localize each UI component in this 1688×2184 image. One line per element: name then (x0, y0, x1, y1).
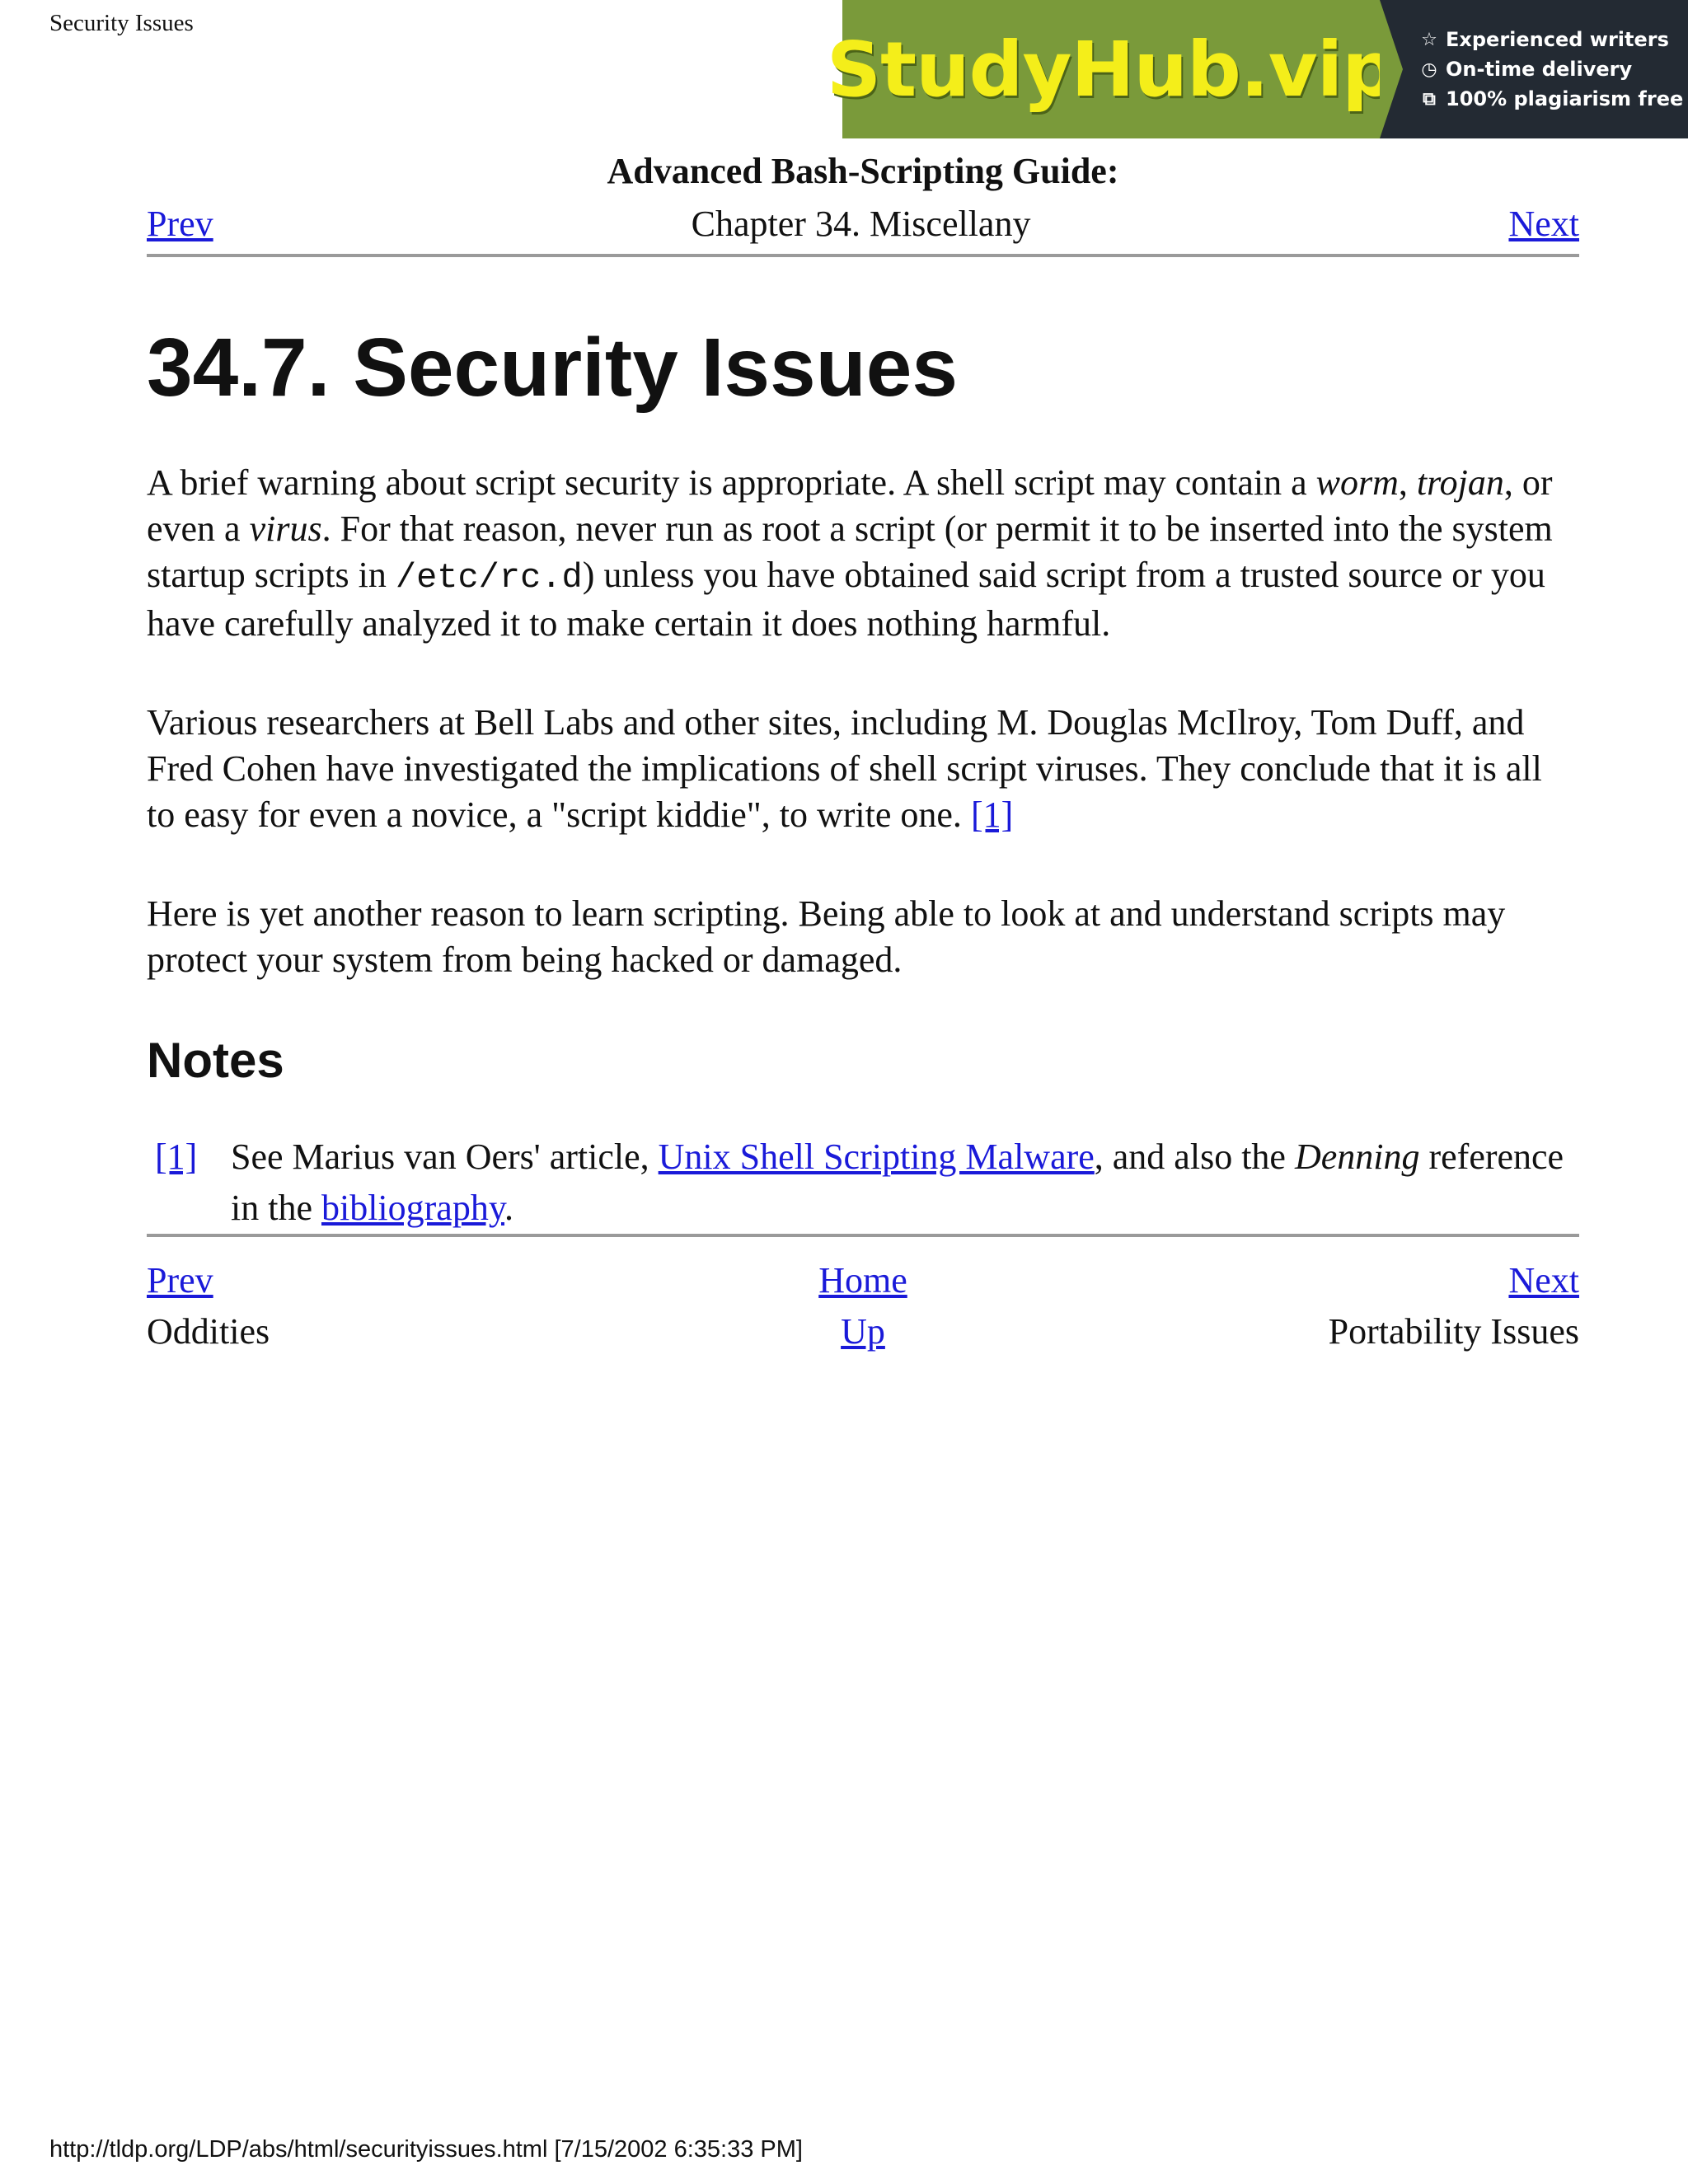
footer-navigation (147, 1255, 1579, 1357)
emphasis-virus: virus (249, 509, 322, 549)
emphasis-trojan: trojan (1416, 462, 1504, 503)
text-run: . For that reason, never run as root a script (or permit it to be inserted into the system startup scripts in (147, 509, 1553, 595)
star-icon: ☆ (1421, 29, 1437, 50)
chapter-title: Chapter 34. Miscellany (691, 204, 1031, 244)
paragraph-reason: Here is yet another reason to learn scripting. Being able to look at and understand scripts may protect your system from being hacked or damaged. (147, 893, 1506, 980)
clock-icon: ◷ (1421, 59, 1437, 80)
footnote-ref-link[interactable]: [1] (970, 794, 1014, 835)
paragraph-research (147, 700, 1579, 838)
emphasis-worm: worm (1315, 462, 1399, 503)
text-run: ) unless you have obtained said script from a trusted source or you have carefully analyzed it to make certain it does nothing harmful. (147, 555, 1545, 644)
ad-feature-delivery (1419, 58, 1688, 81)
ad-feature-label: 100% plagiarism free (1446, 87, 1684, 110)
text-run: , (1398, 462, 1417, 503)
text-run: , or even a (147, 462, 1553, 549)
print-url-footer: http://tldp.org/LDP/abs/html/securityissues.html [7/15/2002 6:35:33 PM] (49, 2136, 803, 2163)
footnote-text (231, 1132, 1579, 1234)
print-page-header: Security Issues (49, 10, 194, 36)
text-run: . (504, 1188, 513, 1228)
document-content (147, 147, 1579, 1357)
ad-features-panel (1380, 0, 1688, 138)
malware-article-link[interactable]: Unix Shell Scripting Malware (658, 1137, 1095, 1177)
ad-feature-label: On-time delivery (1446, 58, 1633, 81)
navigation-header (147, 147, 1579, 254)
code-path: /etc/rc.d (395, 558, 583, 598)
notes-heading: Notes (147, 1033, 284, 1088)
footer-home-link[interactable]: Home (818, 1260, 907, 1301)
text-run: Various researchers at Bell Labs and other sites, including M. Douglas McIlroy, Tom Duff, and Fred Cohen have investigated the implications of shell script viruses. They conclude that it is all to easy for even a novice, a "script kiddie", to write one. (147, 702, 1542, 835)
ad-feature-writers (1419, 28, 1688, 51)
copy-icon: ⧉ (1423, 88, 1436, 110)
footnote-item (147, 1132, 1579, 1234)
text-run: See Marius van Oers' article, (231, 1137, 659, 1177)
footer-up-link[interactable]: Up (841, 1311, 885, 1352)
next-link[interactable]: Next (1508, 204, 1579, 244)
text-run: reference in the (231, 1137, 1564, 1228)
ad-brand-logo[interactable]: StudyHub.vip (826, 25, 1396, 114)
ad-brand-panel[interactable] (826, 0, 1396, 138)
emphasis-denning: Denning (1294, 1137, 1420, 1177)
text-run: A brief warning about script security is appropriate. A shell script may contain a (147, 462, 1316, 503)
guide-title: Advanced Bash-Scripting Guide: (607, 151, 1119, 191)
header-divider (147, 254, 1579, 257)
page-title: 34.7. Security Issues (147, 321, 958, 414)
ad-feature-plagiarism (1419, 87, 1688, 110)
footer-prev-link[interactable]: Prev (147, 1260, 213, 1301)
ad-feature-label: Experienced writers (1446, 28, 1669, 51)
text-run: , and also the (1094, 1137, 1295, 1177)
next-page-title: Portability Issues (1328, 1311, 1579, 1352)
footer-divider (147, 1234, 1579, 1237)
bibliography-link[interactable]: bibliography (321, 1188, 504, 1228)
paragraph-warning (147, 460, 1579, 647)
ad-banner[interactable] (826, 0, 1688, 138)
chapter-row (147, 198, 1579, 245)
prev-link[interactable]: Prev (147, 204, 213, 244)
footer-next-link[interactable]: Next (1508, 1260, 1579, 1301)
footnote-back-link[interactable]: [1] (155, 1137, 198, 1177)
prev-page-title: Oddities (147, 1311, 270, 1352)
